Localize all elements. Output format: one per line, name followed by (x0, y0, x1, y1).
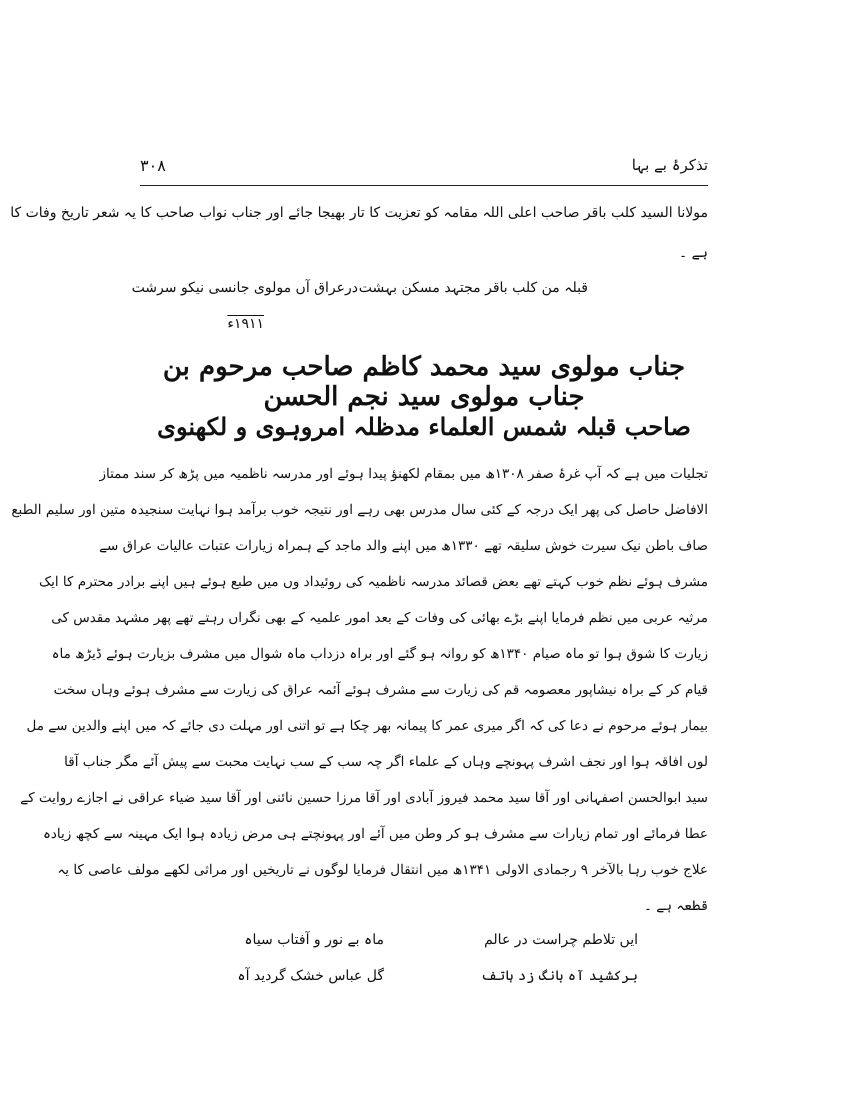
body-line: قطعہ ہے ۔ (644, 898, 708, 914)
year-label: ۱۹۱۱ء (227, 316, 264, 332)
body-line: الافاضل حاصل کی پھر ایک درجہ کے کئی سال مدرس بھی رہے اور نتیجہ خوب برآمد ہوا نہایت سنجیدہ متین اور سلیم الطبع (11, 502, 708, 518)
body-line: قیام کر کے براہ نیشاپور معصومہ قم کی زیارت سے مشرف ہوئے آئمہ عراق کی زیارت سے مشرف ہوئے وہاں سخت (53, 682, 708, 698)
body-line: عطا فرمائے اور تمام زیارات سے مشرف ہو کر وطن میں آئے اور پہونچتے ہی مرض زیادہ ہوا ایک مہینہ سے کچھ زیادہ (43, 826, 708, 842)
body-line: صاف باطن نیک سیرت خوش سلیقہ تھے ۱۳۳۰ھ میں اپنے والد ماجد کے ہمراہ زیارات عتبات عالیات عراق سے (99, 538, 708, 554)
body-line: مشرف ہوئے نظم خوب کہتے تھے بعض قصائد مدرسہ ناظمیہ کی روئیداد وں میں طبع ہوئے ہیں اپنے برادر محترم کا ایک (39, 574, 708, 590)
couplet-hemistich: قبلہ من کلب باقر مجتہد مسکن بہشت (358, 280, 588, 296)
couplet-hemistich: ایں تلاطم چراست در عالم (484, 932, 638, 948)
running-title: تذکرۂ بے بہا (631, 156, 708, 174)
page-header (140, 156, 708, 184)
intro-line: ہے ۔ (678, 245, 708, 261)
couplet-hemistich: ماہ بے نور و آفتاب سیاہ (244, 932, 384, 948)
couplet-hemistich: درعراق آں مولوی جانسی نیکو سرشت (131, 280, 358, 296)
body-line: مرثیہ عربی میں نظم فرمایا اپنے بڑے بھائی کی وفات کے بعد امور علمیہ کے بھی نگراں رہتے تھے پھر مشہد مقدس کی (51, 610, 708, 626)
section-heading: صاحب قبلہ شمس العلماء مدظلہ امروہوی و لکھنوی (157, 412, 691, 441)
body-line: زیارت کا شوق ہوا تو ماہ صیام ۱۳۴۰ھ کو روانہ ہو گئے اور براہ دزداب ماہ شوال میں مشرف بزیارت ہوئے ڈیڑھ ماہ (51, 646, 708, 662)
page-number: ۳۰۸ (140, 156, 166, 175)
body-line: لوں افاقہ ہوا اور نجف اشرف پہونچے وہاں کے علماء اگر چہ سب کے سب نہایت محبت سے پیش آئے مگر جناب آقا (64, 754, 708, 770)
couplet-hemistich: گل عباس خشک گردید آہ (237, 968, 384, 984)
body-line: تجلیات میں ہے کہ آپ غرۂ صفر ۱۳۰۸ھ میں بمقام لکھنؤ پیدا ہوئے اور مدرسہ ناظمیہ میں پڑھ کر سند ممتاز (99, 466, 708, 482)
header-divider (140, 185, 708, 186)
body-line: بیمار ہوئے مرحوم نے دعا کی کہ اگر میری عمر کا پیمانہ بھر چکا ہے تو اتنی اور مہلت دی جائے کہ میں اپنے والدین سے مل (26, 718, 708, 734)
body-line: سید ابوالحسن اصفہانی اور آقا سید محمد فیروز آبادی اور آقا مرزا حسین نائنی اور آقا سید ضیاء عراقی نے اجازے روایت کے (20, 790, 708, 806)
section-heading: جناب مولوی سید محمد کاظم صاحب مرحوم بن جناب مولوی سید نجم الحسن (162, 352, 686, 412)
couplet-hemistich: برکشید آہ بانگ زد ہاتف (480, 968, 638, 984)
body-line: علاج خوب رہا بالآخر ۹ رجمادی الاولی ۱۳۴۱ھ میں انتقال فرمایا لوگوں نے تاریخیں اور مراثی لکھے مولف عاصی کا یہ (57, 862, 708, 878)
intro-line: مولانا السید کلب باقر صاحب اعلی اللہ مقامہ کو تعزیت کا تار بھیجا جائے اور جناب نواب صاحب کا یہ شعر تاریخ وفات کا (10, 205, 708, 221)
